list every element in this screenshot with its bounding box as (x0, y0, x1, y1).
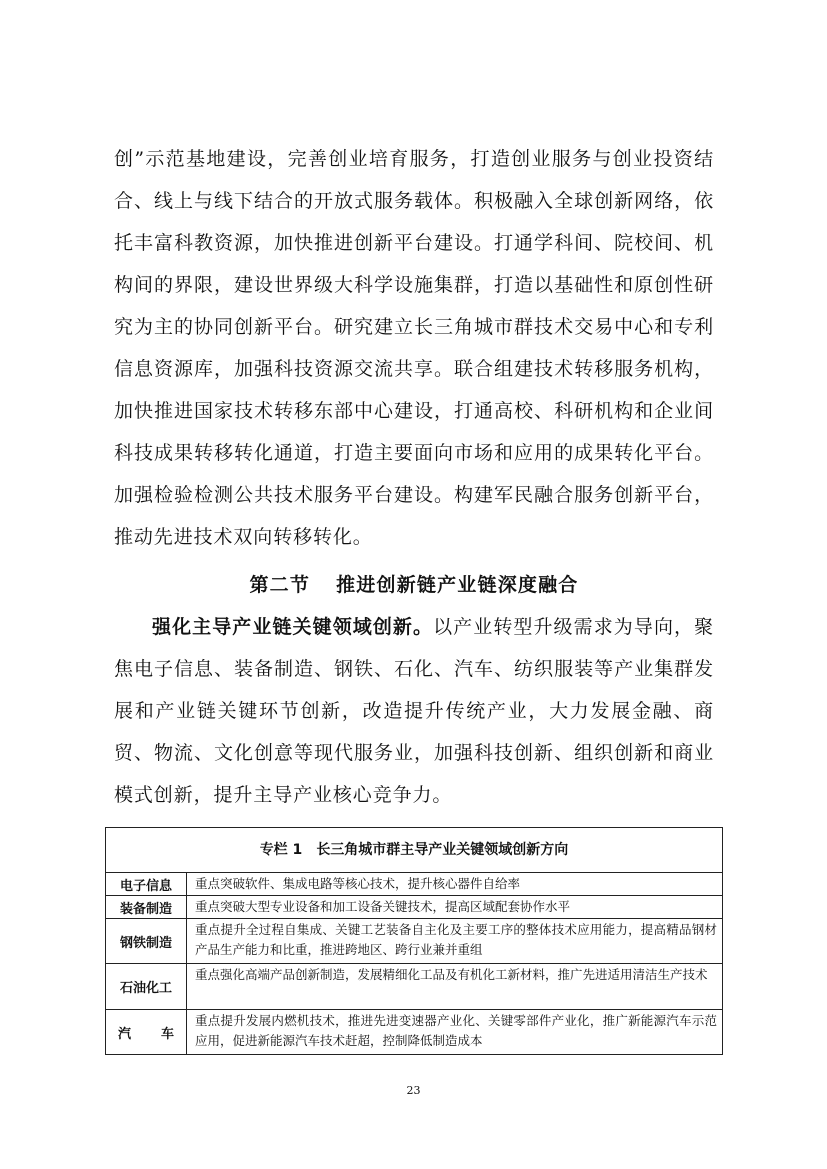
industry-name: 电子信息 (106, 873, 187, 895)
industry-name-left: 汽 (118, 1026, 132, 1042)
table-row (106, 1010, 722, 1054)
industry-name-right: 车 (160, 1026, 174, 1042)
body-paragraph-2 (114, 606, 714, 816)
table-row (106, 919, 722, 964)
industry-description: 重点突破软件、集成电路等核心技术，提升核心器件自给率 (195, 876, 521, 891)
paragraph-text: 以产业转型升级需求为导向，聚焦电子信息、装备制造、钢铁、石化、汽车、纺织服装等产业集群发展和产业链关键环节创新，改造提升传统产业，大力发展金融、商贸、物流、文化创意等现代服务业，加强科技创新、组织创新和商业模式创新，提升主导产业核心竞争力。 (114, 616, 714, 806)
paragraph-lead: 强化主导产业链关键领域创新。 (152, 616, 434, 638)
section-number: 第二节 (249, 574, 311, 596)
table-row (106, 873, 722, 896)
table-row (106, 964, 722, 1010)
box-label: 专栏 1 (259, 842, 303, 858)
industry-description: 重点强化高端产品创新制造，发展精细化工品及有机化工新材料，推广先进适用清洁生产技术 (195, 967, 708, 982)
industry-name (106, 1010, 187, 1054)
feature-box-table (105, 827, 723, 1055)
section-heading (114, 564, 714, 606)
industry-description: 重点提升全过程自集成、关键工艺装备自主化及主要工序的整体技术应用能力，提高精品钢材产品生产能力和比重，推进跨地区、跨行业兼并重组 (195, 922, 717, 957)
industry-name: 石油化工 (106, 964, 187, 1009)
box-title-text: 长三角城市群主导产业关键领域创新方向 (316, 842, 569, 858)
body-paragraph-1: 创”示范基地建设，完善创业培育服务，打造创业服务与创业投资结合、线上与线下结合的开放式服务载体。积极融入全球创新网络，依托丰富科教资源，加快推进创新平台建设。打通学科间、院校间、机构间的界限，建设世界级大科学设施集群，打造以基础性和原创性研究为主的协同创新平台。研究建立长三角城市群技术交易中心和专利信息资源库，加强科技资源交流共享。联合组建技术转移服务机构，加快推进国家技术转移东部中心建设，打通高校、科研机构和企业间科技成果转移转化通道，打造主要面向市场和应用的成果转化平台。加强检验检测公共技术服务平台建设。构建军民融合服务创新平台，推动先进技术双向转移转化。 (114, 148, 714, 548)
industry-name: 装备制造 (106, 896, 187, 918)
industry-name: 钢铁制造 (106, 919, 187, 963)
box-title (106, 828, 722, 873)
section-title: 推进创新链产业链深度融合 (336, 574, 579, 596)
industry-description: 重点突破大型专业设备和加工设备关键技术，提高区域配套协作水平 (195, 899, 571, 914)
page-number: 23 (406, 1084, 421, 1097)
table-row (106, 896, 722, 919)
industry-description: 重点提升发展内燃机技术，推进先进变速器产业化、关键零部件产业化，推广新能源汽车示范应用，促进新能源汽车技术赶超，控制降低制造成本 (195, 1013, 717, 1048)
